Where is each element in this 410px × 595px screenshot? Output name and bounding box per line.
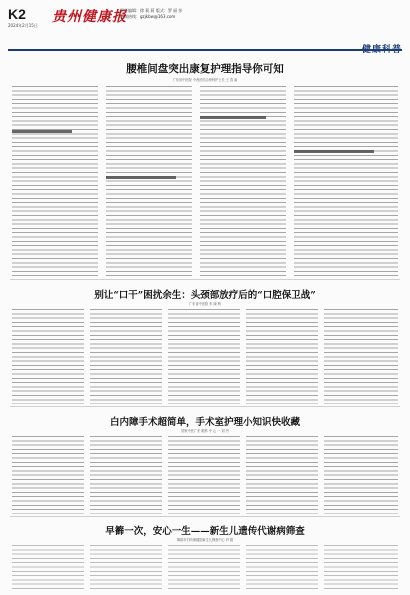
article-1-title: 腰椎间盘突出康复护理指导你可知	[126, 63, 284, 75]
article-3-byline: 国家中医广东 眼科 中 心 一 刘 丹	[181, 429, 229, 433]
article-3-col-2	[90, 436, 162, 514]
page-number: K2	[8, 6, 26, 22]
article-4-byline: 揭阳市妇幼保健院新生儿筛查中心 肖 娟	[176, 538, 234, 542]
divider-2	[10, 406, 400, 407]
divider-3	[10, 516, 400, 517]
article-3-title: 白内障手术超简单，手术室护理小知识快收藏	[109, 417, 300, 428]
article-2-col-4	[246, 309, 318, 404]
article-1-col-3	[200, 86, 286, 276]
article-1-subhead-4	[294, 150, 374, 153]
article-3-col-4	[246, 436, 318, 514]
article-3-col-1	[12, 436, 84, 514]
article-3-col-3	[168, 436, 240, 514]
article-4-col-1	[12, 545, 84, 591]
editor-line: 责任编辑：徐 莉 莉 版式：罗 丽 莎	[120, 8, 183, 13]
article-2-title: 别让“口干”困扰余生：头颈部放疗后的“口腔保卫战”	[94, 290, 316, 301]
editor-info	[120, 8, 182, 20]
article-2-col-2	[90, 309, 162, 404]
article-1-col-2	[106, 86, 192, 276]
article-4-col-5	[324, 545, 398, 591]
hotline-line: 新闻热线：gzjkbw@163.com	[120, 14, 176, 19]
article-2-col-5	[324, 309, 398, 404]
article-4-title: 早籂一次，安心一生——新生儿遗传代谢病筛查	[105, 526, 305, 537]
article-4-col-2	[90, 545, 162, 591]
article-1-col-4	[294, 86, 398, 276]
article-4-col-3	[168, 545, 240, 591]
header-rule	[8, 49, 402, 51]
article-1-subhead-1	[12, 130, 72, 133]
issue-date: 2024年2月15日	[8, 23, 38, 28]
article-1-col-1	[12, 86, 98, 276]
article-2-col-3	[168, 309, 240, 404]
article-1-subhead-2	[106, 176, 176, 179]
divider-1	[10, 279, 400, 280]
article-2-col-1	[12, 309, 84, 404]
newspaper-masthead: 贵州健康报	[52, 9, 127, 25]
page-header	[8, 4, 402, 50]
article-3-col-5	[324, 436, 398, 514]
article-4-col-4	[246, 545, 318, 591]
article-1-subhead-3	[200, 116, 266, 119]
article-1-byline: 广东省中医院 中西医结合骨科护士长 王 春 丽	[172, 78, 238, 82]
article-2-byline: 广东省中医院 朱 晓 利	[189, 302, 221, 306]
